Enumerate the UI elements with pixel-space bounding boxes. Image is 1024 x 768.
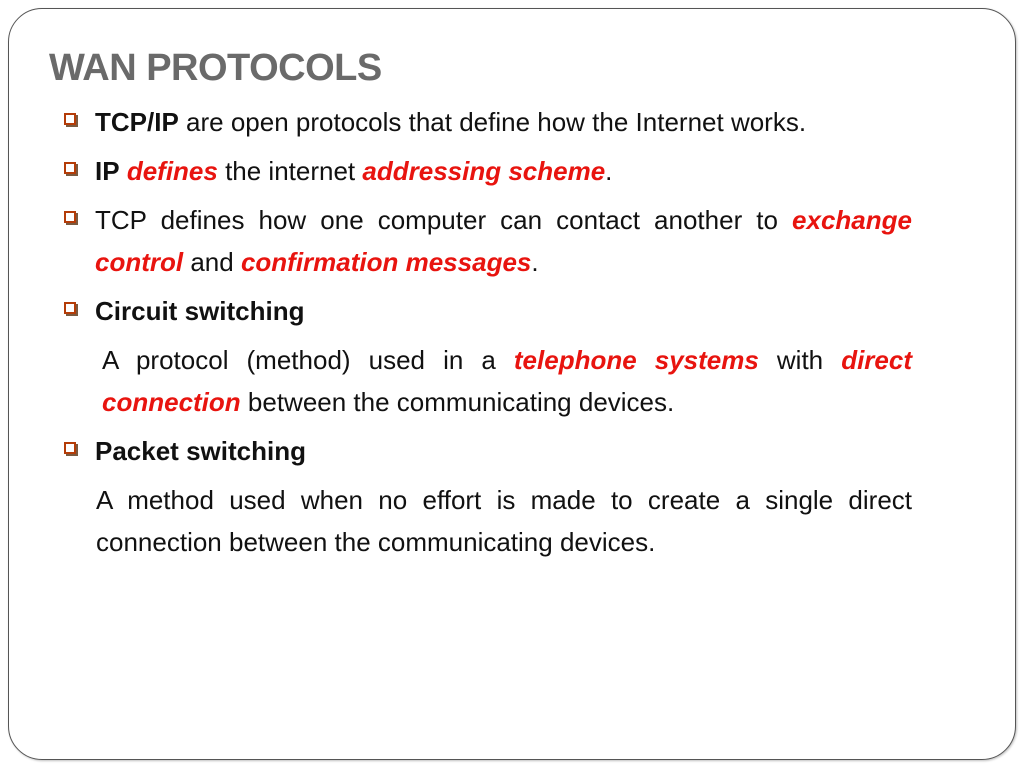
bullet-strong: Circuit switching [95, 296, 305, 326]
bullet-text: TCP defines how one computer can contact another to [95, 205, 793, 235]
detail-emphasis: direct connection [102, 345, 912, 417]
detail-text: A protocol (method) used in a [102, 345, 514, 375]
detail-text: between the communicating devices. [240, 387, 675, 417]
bullet-emphasis: addressing scheme [362, 156, 606, 186]
square-bullet-icon [64, 302, 76, 314]
detail-text: A method used when no effort is made to create a single direct connection between the communicating devices. [96, 485, 912, 557]
bullet-text: . [531, 247, 539, 277]
bullet-circuit-switching [64, 290, 912, 332]
slide-frame [8, 8, 1016, 760]
bullet-emphasis: confirmation messages [240, 247, 532, 277]
circuit-switching-detail [64, 339, 912, 423]
square-bullet-icon [64, 442, 76, 454]
packet-switching-detail [64, 479, 912, 563]
bullet-emphasis: exchange control [95, 205, 912, 277]
bullet-text: and [183, 247, 241, 277]
square-bullet-icon [64, 113, 76, 125]
bullet-strong: Packet switching [95, 436, 306, 466]
bullet-text: are open protocols that define how the Internet works. [178, 107, 807, 137]
detail-text: with [758, 345, 842, 375]
bullet-emphasis: defines [126, 156, 218, 186]
square-bullet-icon [64, 162, 76, 174]
bullet-strong: IP [95, 156, 120, 186]
slide-title: WAN PROTOCOLS [49, 47, 382, 89]
bullet-strong: TCP/IP [95, 107, 179, 137]
bullet-ip [64, 150, 912, 192]
bullet-packet-switching [64, 430, 912, 472]
square-bullet-icon [64, 211, 76, 223]
slide-body [64, 101, 912, 570]
bullet-tcp [64, 199, 912, 283]
bullet-text: . [605, 156, 613, 186]
bullet-text: the internet [217, 156, 363, 186]
detail-emphasis: telephone systems [513, 345, 759, 375]
bullet-tcpip [64, 101, 912, 143]
bullet-text [120, 156, 127, 186]
